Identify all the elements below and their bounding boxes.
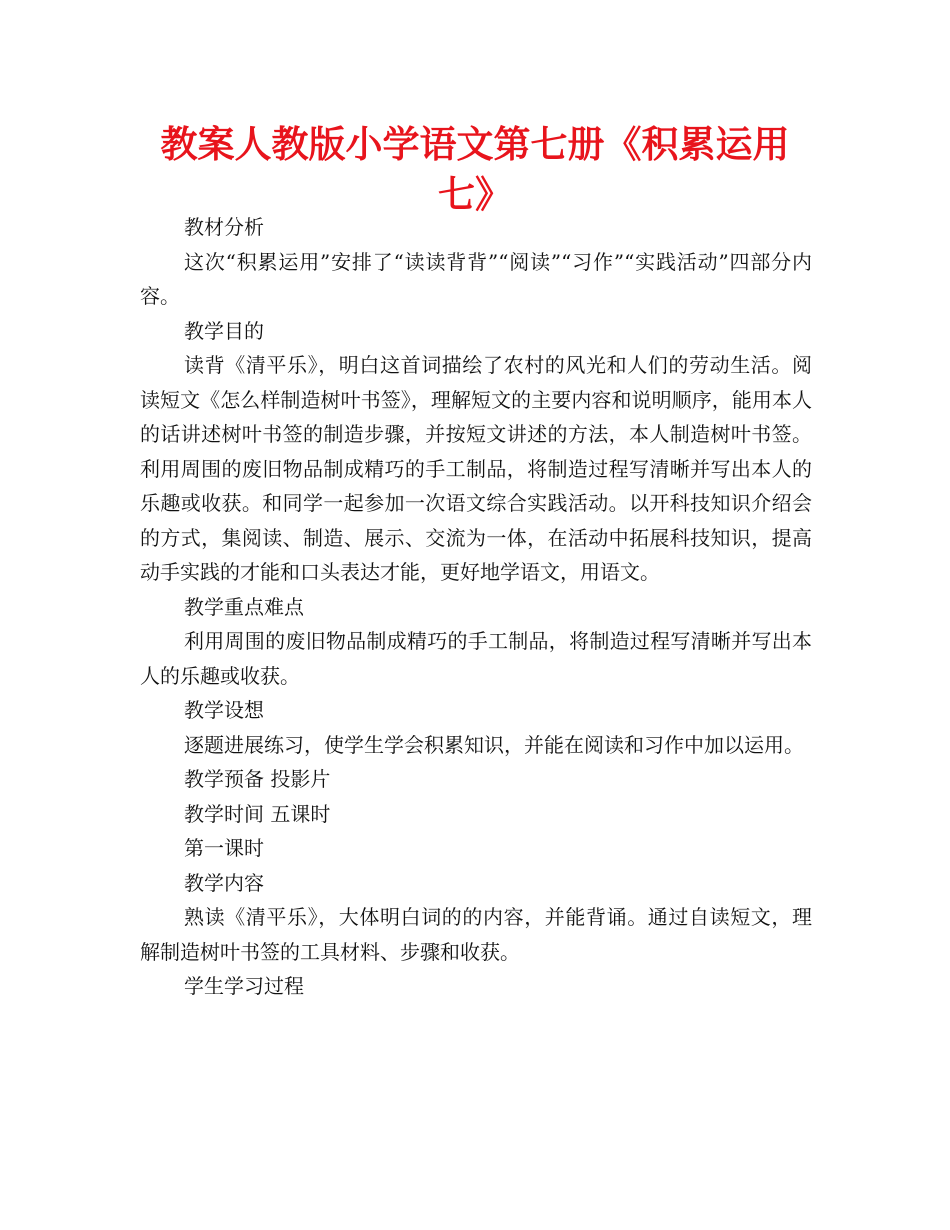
paragraph-teaching-goals: 读背《清平乐》，明白这首词描绘了农村的风光和人们的劳动生活。阅读短文《怎么样制造树叶书签》，理解短文的主要内容和说明顺序，能用本人的话讲述树叶书签的制造步骤，并按短文讲述的方法，本人制造树叶书签。利用周围的废旧物品制成精巧的手工制品，将制造过程写清晰并写出本人的乐趣或收获。和同学一起参加一次语文综合实践活动。以开科技知识介绍会的方式，集阅读、制造、展示、交流为一体，在活动中拓展科技知识，提高动手实践的才能和口头表达才能，更好地学语文，用语文。 — [140, 353, 812, 584]
paragraph-key-difficulties: 利用周围的废旧物品制成精巧的手工制品，将制造过程写清晰并写出本人的乐趣或收获。 — [140, 629, 812, 688]
paragraph-teaching-content: 熟读《清平乐》，大体明白词的的内容，并能背诵。通过自读短文，理解制造树叶书签的工具材料、步骤和收获。 — [140, 905, 812, 964]
heading-teaching-idea: 教学设想 — [184, 698, 264, 722]
paragraph-teaching-idea: 逐题进展练习，使学生学会积累知识，并能在阅读和习作中加以运用。 — [184, 732, 804, 757]
heading-material-analysis: 教材分析 — [184, 215, 264, 239]
heading-first-lesson: 第一课时 — [184, 836, 264, 860]
document-title: 教案人教版小学语文第七册《积累运用七》 — [160, 123, 790, 216]
heading-teaching-content: 教学内容 — [184, 870, 264, 895]
heading-key-difficulties: 教学重点难点 — [184, 594, 304, 619]
heading-teaching-goals: 教学目的 — [184, 318, 264, 343]
line-teaching-preparation: 教学预备 投影片 — [184, 767, 331, 791]
document-body — [140, 210, 812, 1004]
paragraph-overview: 这次“积累运用”安排了“读读背背”“阅读”“习作”“实践活动”四部分内容。 — [140, 249, 812, 308]
heading-student-process: 学生学习过程 — [184, 974, 304, 998]
line-teaching-time: 教学时间 五课时 — [184, 801, 331, 826]
